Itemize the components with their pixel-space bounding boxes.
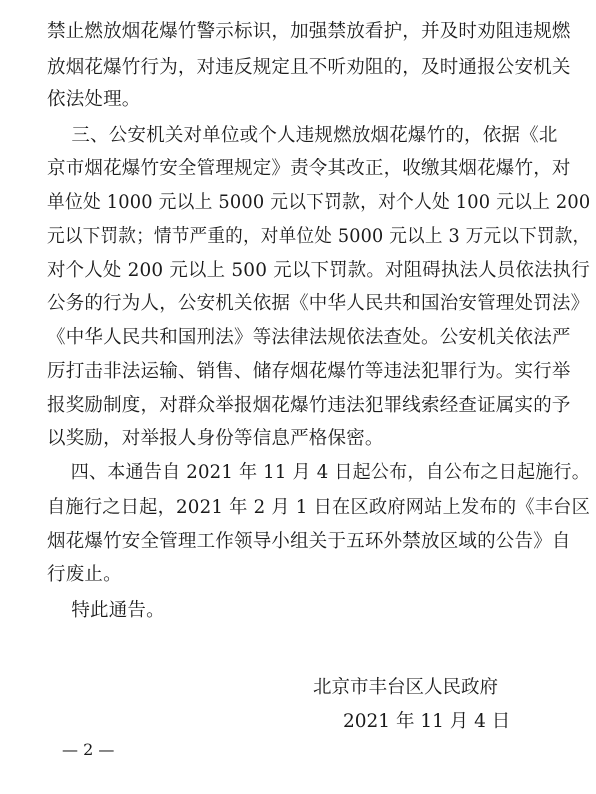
body-line: 三、公安机关对单位或个人违规燃放烟花爆竹的，依据《北 [47, 125, 558, 146]
body-line: 元以下罚款；情节严重的，对单位处 5000 元以上 3 万元以下罚款， [47, 226, 591, 247]
issue-date: 2021 年 11 月 4 日 [343, 711, 511, 732]
page-number: — 2 — [62, 740, 115, 759]
body-line: 烟花爆竹安全管理工作领导小组关于五环外禁放区域的公告》自 [47, 531, 571, 552]
body-line: 对个人处 200 元以上 500 元以下罚款。对阻碍执法人员依法执行 [47, 260, 590, 281]
body-line: 公务的行为人，公安机关依据《中华人民共和国治安管理处罚法》 [47, 293, 590, 314]
body-line: 单位处 1000 元以上 5000 元以下罚款，对个人处 100 元以上 200 [47, 192, 591, 213]
body-line: 报奖励制度，对群众举报烟花爆竹违法犯罪线索经查证属实的予 [47, 395, 571, 416]
body-line: 以奖励，对举报人身份等信息严格保密。 [47, 428, 384, 449]
body-line: 行废止。 [47, 564, 122, 585]
body-line: 特此通告。 [47, 600, 165, 621]
body-line: 禁止燃放烟花爆竹警示标识，加强禁放看护，并及时劝阻违规燃 [47, 21, 571, 42]
issuer-name: 北京市丰台区人民政府 [313, 677, 499, 698]
body-line: 《中华人民共和国刑法》等法律法规依法查处。公安机关依法严 [47, 327, 571, 348]
body-line: 自施行之日起，2021 年 2 月 1 日在区政府网站上发布的《丰台区 [47, 497, 591, 518]
body-line: 厉打击非法运输、销售、储存烟花爆竹等违法犯罪行为。实行举 [47, 361, 571, 382]
body-line: 四、本通告自 2021 年 11 月 4 日起公布，自公布之日起施行。 [47, 462, 590, 483]
body-line: 放烟花爆竹行为，对违反规定且不听劝阻的，及时通报公安机关 [47, 57, 571, 78]
body-line: 依法处理。 [47, 89, 141, 110]
body-line: 京市烟花爆竹安全管理规定》责令其改正，收缴其烟花爆竹，对 [47, 158, 571, 179]
